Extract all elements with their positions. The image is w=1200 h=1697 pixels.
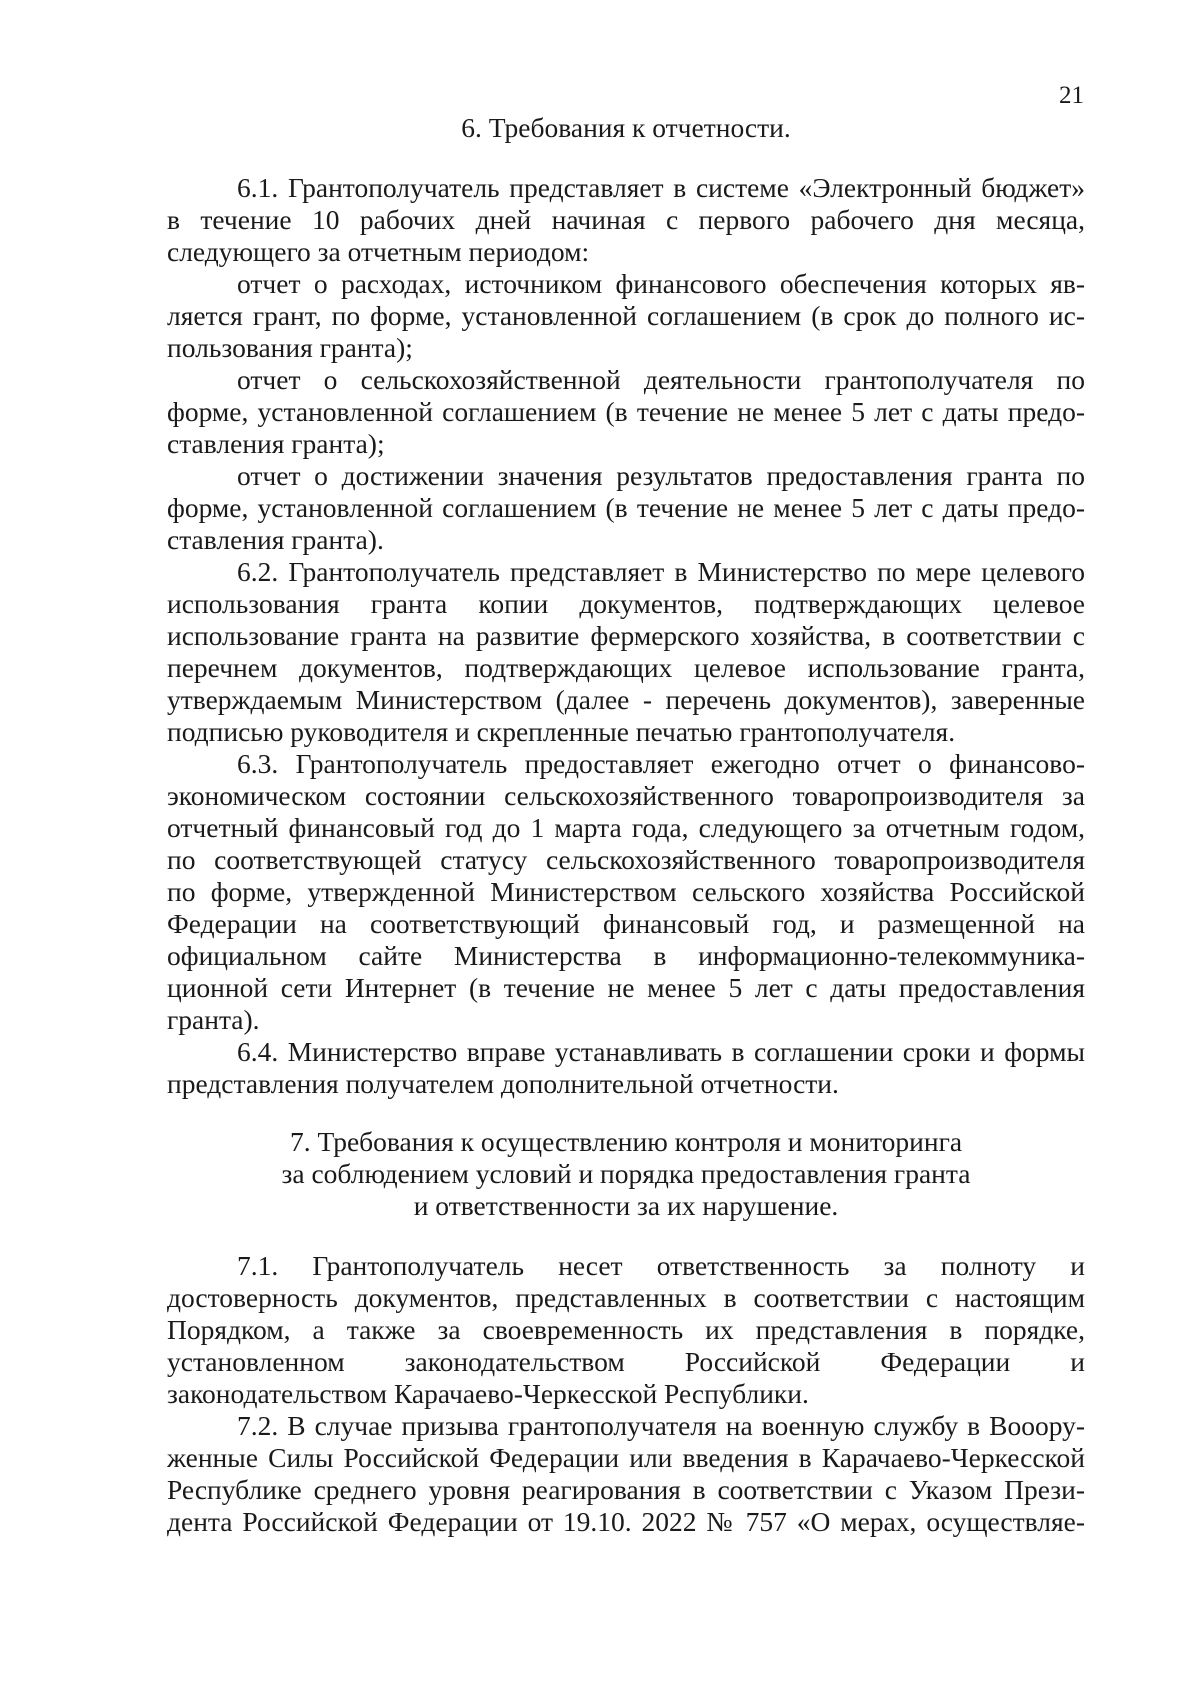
paragraph-line: пользования гранта); — [167, 332, 413, 363]
paragraph-line: гранта). — [167, 1004, 260, 1035]
paragraph-line: ставления гранта). — [167, 524, 384, 555]
paragraph-line: утверждаемым Министерством (далее - перечень документов), заверенные — [167, 684, 1085, 715]
section-7-title-line: и ответственности за их нарушение. — [413, 1190, 839, 1221]
paragraph-line: следующего за отчетным периодом: — [167, 236, 590, 267]
paragraph-line: отчетный финансовый год до 1 марта года, следующего за отчетным годом, — [167, 812, 1085, 843]
paragraph-line: достоверность документов, представленных в соответствии с настоящим — [167, 1282, 1085, 1313]
paragraph-line: 6.3. Грантополучатель предоставляет ежегодно отчет о финансово- — [237, 748, 1085, 779]
paragraph-line: ставления гранта); — [167, 428, 385, 459]
paragraph-line: установленном законодательством Российской Федерации и — [167, 1346, 1085, 1377]
paragraph-line: 6.2. Грантополучатель представляет в Министерство по мере целевого — [237, 556, 1085, 587]
paragraph-line: 7.2. В случае призыва грантополучателя на военную службу в Вооору- — [237, 1410, 1085, 1441]
paragraph-line: Федерации на соответствующий финансовый год, и размещенной на — [167, 908, 1085, 939]
paragraph-line: 6.1. Грантополучатель представляет в системе «Электронный бюджет» — [237, 172, 1085, 203]
section-7-title-line: за соблюдением условий и порядка предоставления гранта — [281, 1158, 971, 1189]
paragraph-line: ляется грант, по форме, установленной соглашением (в срок до полного ис- — [167, 300, 1085, 331]
paragraph-line: форме, установленной соглашением (в течение не менее 5 лет с даты предо- — [167, 396, 1085, 427]
paragraph-line: женные Силы Российской Федерации или введения в Карачаево-Черкесской — [167, 1442, 1085, 1473]
paragraph-line: Республике среднего уровня реагирования в соответствии с Указом Прези- — [167, 1474, 1085, 1505]
paragraph-line: законодательством Карачаево-Черкесской Республики. — [167, 1378, 809, 1409]
paragraph-line: использование гранта на развитие фермерского хозяйства, в соответствии с — [167, 620, 1085, 651]
paragraph-line: подписью руководителя и скрепленные печатью грантополучателя. — [167, 716, 956, 747]
paragraph-line: в течение 10 рабочих дней начиная с первого рабочего дня месяца, — [167, 204, 1085, 235]
paragraph-line: форме, установленной соглашением (в течение не менее 5 лет с даты предо- — [167, 492, 1085, 523]
paragraph-line: экономическом состоянии сельскохозяйственного товаропроизводителя за — [167, 780, 1085, 811]
paragraph-line: представления получателем дополнительной отчетности. — [167, 1068, 839, 1099]
paragraph-line: перечнем документов, подтверждающих целевое использование гранта, — [167, 652, 1085, 683]
page-number: 21 — [1059, 82, 1084, 109]
paragraph-line: дента Российской Федерации от 19.10. 2022 № 757 «О мерах, осуществляе- — [167, 1506, 1085, 1537]
paragraph-line: официальном сайте Министерства в информационно-телекоммуника- — [167, 940, 1085, 971]
paragraph-line: по соответствующей статусу сельскохозяйственного товаропроизводителя — [167, 844, 1085, 875]
section-7-title-line: 7. Требования к осуществлению контроля и мониторинга — [289, 1126, 963, 1157]
paragraph-line: отчет о расходах, источником финансового обеспечения которых яв- — [237, 268, 1085, 299]
paragraph-line: отчет о сельскохозяйственной деятельности грантополучателя по — [237, 364, 1085, 395]
section-6-title: 6. Требования к отчетности. — [461, 112, 791, 143]
paragraph-line: по форме, утвержденной Министерством сельского хозяйства Российской — [167, 876, 1085, 907]
paragraph-line: отчет о достижении значения результатов предоставления гранта по — [237, 460, 1085, 491]
paragraph-line: использования гранта копии документов, подтверждающих целевое — [167, 588, 1085, 619]
paragraph-line: 6.4. Министерство вправе устанавливать в соглашении сроки и формы — [237, 1036, 1085, 1067]
paragraph-line: Порядком, а также за своевременность их представления в порядке, — [167, 1314, 1085, 1345]
paragraph-line: 7.1. Грантополучатель несет ответственность за полноту и — [237, 1250, 1085, 1281]
paragraph-line: ционной сети Интернет (в течение не менее 5 лет с даты предоставления — [167, 972, 1085, 1003]
